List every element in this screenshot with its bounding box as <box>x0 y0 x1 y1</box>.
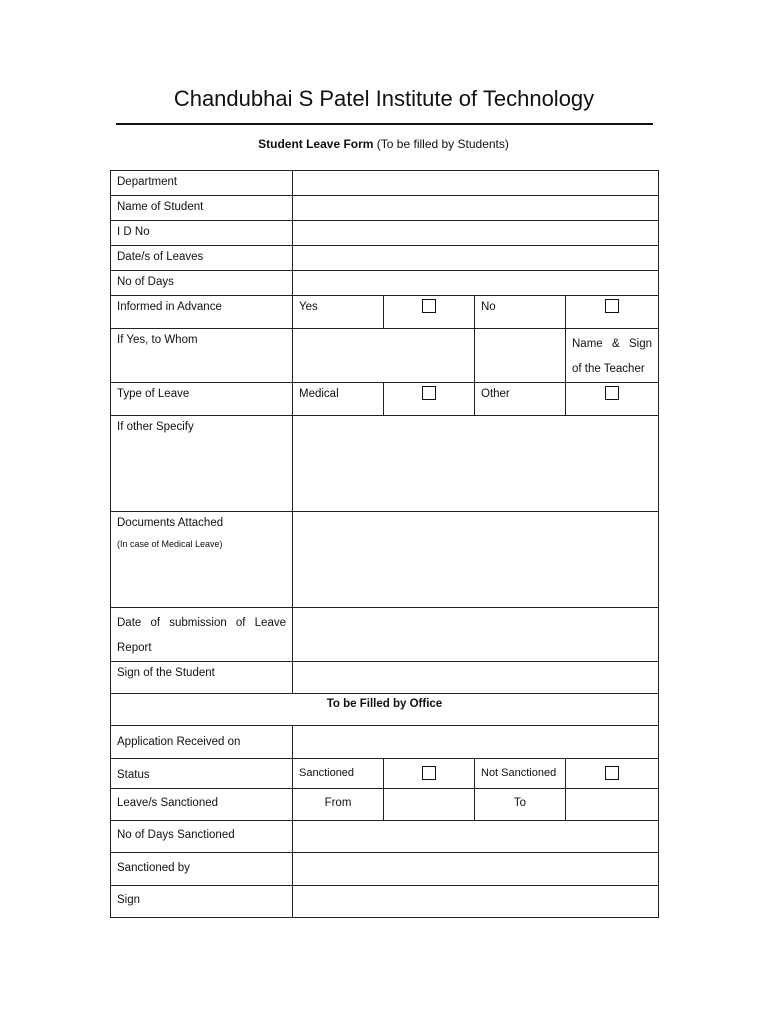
application-received-field[interactable] <box>293 726 659 759</box>
student-name-label: Name of Student <box>111 196 293 221</box>
days-sanctioned-label: No of Days Sanctioned <box>111 821 293 853</box>
table-row <box>111 694 659 726</box>
documents-note: (In case of Medical Leave) <box>117 539 223 549</box>
table-row <box>111 196 659 221</box>
teacher-sign-label-cell <box>566 329 659 383</box>
sign-label: Sign <box>111 886 293 918</box>
documents-field[interactable] <box>293 512 659 608</box>
student-name-field[interactable] <box>293 196 659 221</box>
other-checkbox[interactable] <box>605 386 619 400</box>
from-label: From <box>293 789 384 821</box>
type-leave-label: Type of Leave <box>111 383 293 416</box>
table-row <box>111 246 659 271</box>
no-days-label: No of Days <box>111 271 293 296</box>
if-other-specify-label: If other Specify <box>111 416 293 512</box>
sanctioned-by-label: Sanctioned by <box>111 853 293 886</box>
table-row <box>111 512 659 608</box>
id-no-label: I D No <box>111 221 293 246</box>
not-sanctioned-checkbox-cell <box>566 759 659 789</box>
table-row <box>111 662 659 694</box>
no-checkbox[interactable] <box>605 299 619 313</box>
medical-checkbox[interactable] <box>422 386 436 400</box>
table-row <box>111 726 659 759</box>
informed-advance-label: Informed in Advance <box>111 296 293 329</box>
to-field[interactable] <box>566 789 659 821</box>
documents-label-cell <box>111 512 293 608</box>
table-row <box>111 821 659 853</box>
table-row <box>111 759 659 789</box>
leave-form-table <box>110 170 659 918</box>
id-no-field[interactable] <box>293 221 659 246</box>
if-other-specify-field[interactable] <box>293 416 659 512</box>
no-days-field[interactable] <box>293 271 659 296</box>
other-label: Other <box>475 383 566 416</box>
medical-label: Medical <box>293 383 384 416</box>
no-label: No <box>475 296 566 329</box>
days-sanctioned-field[interactable] <box>293 821 659 853</box>
sanctioned-checkbox[interactable] <box>422 766 436 780</box>
submission-date-label-cell <box>111 608 293 662</box>
table-row <box>111 296 659 329</box>
sanctioned-label: Sanctioned <box>293 759 384 789</box>
to-label: To <box>475 789 566 821</box>
status-label: Status <box>111 759 293 789</box>
table-row <box>111 789 659 821</box>
table-row <box>111 608 659 662</box>
department-field[interactable] <box>293 171 659 196</box>
submission-date-label-line1: Date of submission of Leave <box>117 617 286 629</box>
title-divider <box>116 123 653 125</box>
yes-checkbox[interactable] <box>422 299 436 313</box>
teacher-sign-field[interactable] <box>475 329 566 383</box>
yes-checkbox-cell <box>384 296 475 329</box>
leave-dates-label: Date/s of Leaves <box>111 246 293 271</box>
submission-date-field[interactable] <box>293 608 659 662</box>
office-section-title: To be Filled by Office <box>111 694 659 726</box>
from-field[interactable] <box>384 789 475 821</box>
sanctioned-checkbox-cell <box>384 759 475 789</box>
yes-label: Yes <box>293 296 384 329</box>
form-instruction: (To be filled by Students) <box>373 137 509 151</box>
leaves-sanctioned-label: Leave/s Sanctioned <box>111 789 293 821</box>
not-sanctioned-checkbox[interactable] <box>605 766 619 780</box>
table-row <box>111 383 659 416</box>
form-subtitle <box>110 137 657 151</box>
table-row <box>111 271 659 296</box>
student-sign-label: Sign of the Student <box>111 662 293 694</box>
other-checkbox-cell <box>566 383 659 416</box>
teacher-sign-label-line2: of the Teacher <box>572 363 645 375</box>
form-name: Student Leave Form <box>258 137 374 151</box>
submission-date-label-line2: Report <box>117 642 152 654</box>
whom-field[interactable] <box>293 329 475 383</box>
table-row <box>111 416 659 512</box>
leave-dates-field[interactable] <box>293 246 659 271</box>
table-row <box>111 171 659 196</box>
teacher-sign-label-line1: Name & Sign <box>572 338 652 350</box>
table-row <box>111 853 659 886</box>
table-row <box>111 221 659 246</box>
department-label: Department <box>111 171 293 196</box>
table-row <box>111 886 659 918</box>
sign-field[interactable] <box>293 886 659 918</box>
no-checkbox-cell <box>566 296 659 329</box>
documents-attached-label: Documents Attached <box>117 517 224 529</box>
table-row <box>111 329 659 383</box>
if-yes-whom-label: If Yes, to Whom <box>111 329 293 383</box>
sanctioned-by-field[interactable] <box>293 853 659 886</box>
medical-checkbox-cell <box>384 383 475 416</box>
institute-title: Chandubhai S Patel Institute of Technology <box>173 86 595 111</box>
student-sign-field[interactable] <box>293 662 659 694</box>
not-sanctioned-label: Not Sanctioned <box>475 759 566 789</box>
application-received-label: Application Received on <box>111 726 293 759</box>
